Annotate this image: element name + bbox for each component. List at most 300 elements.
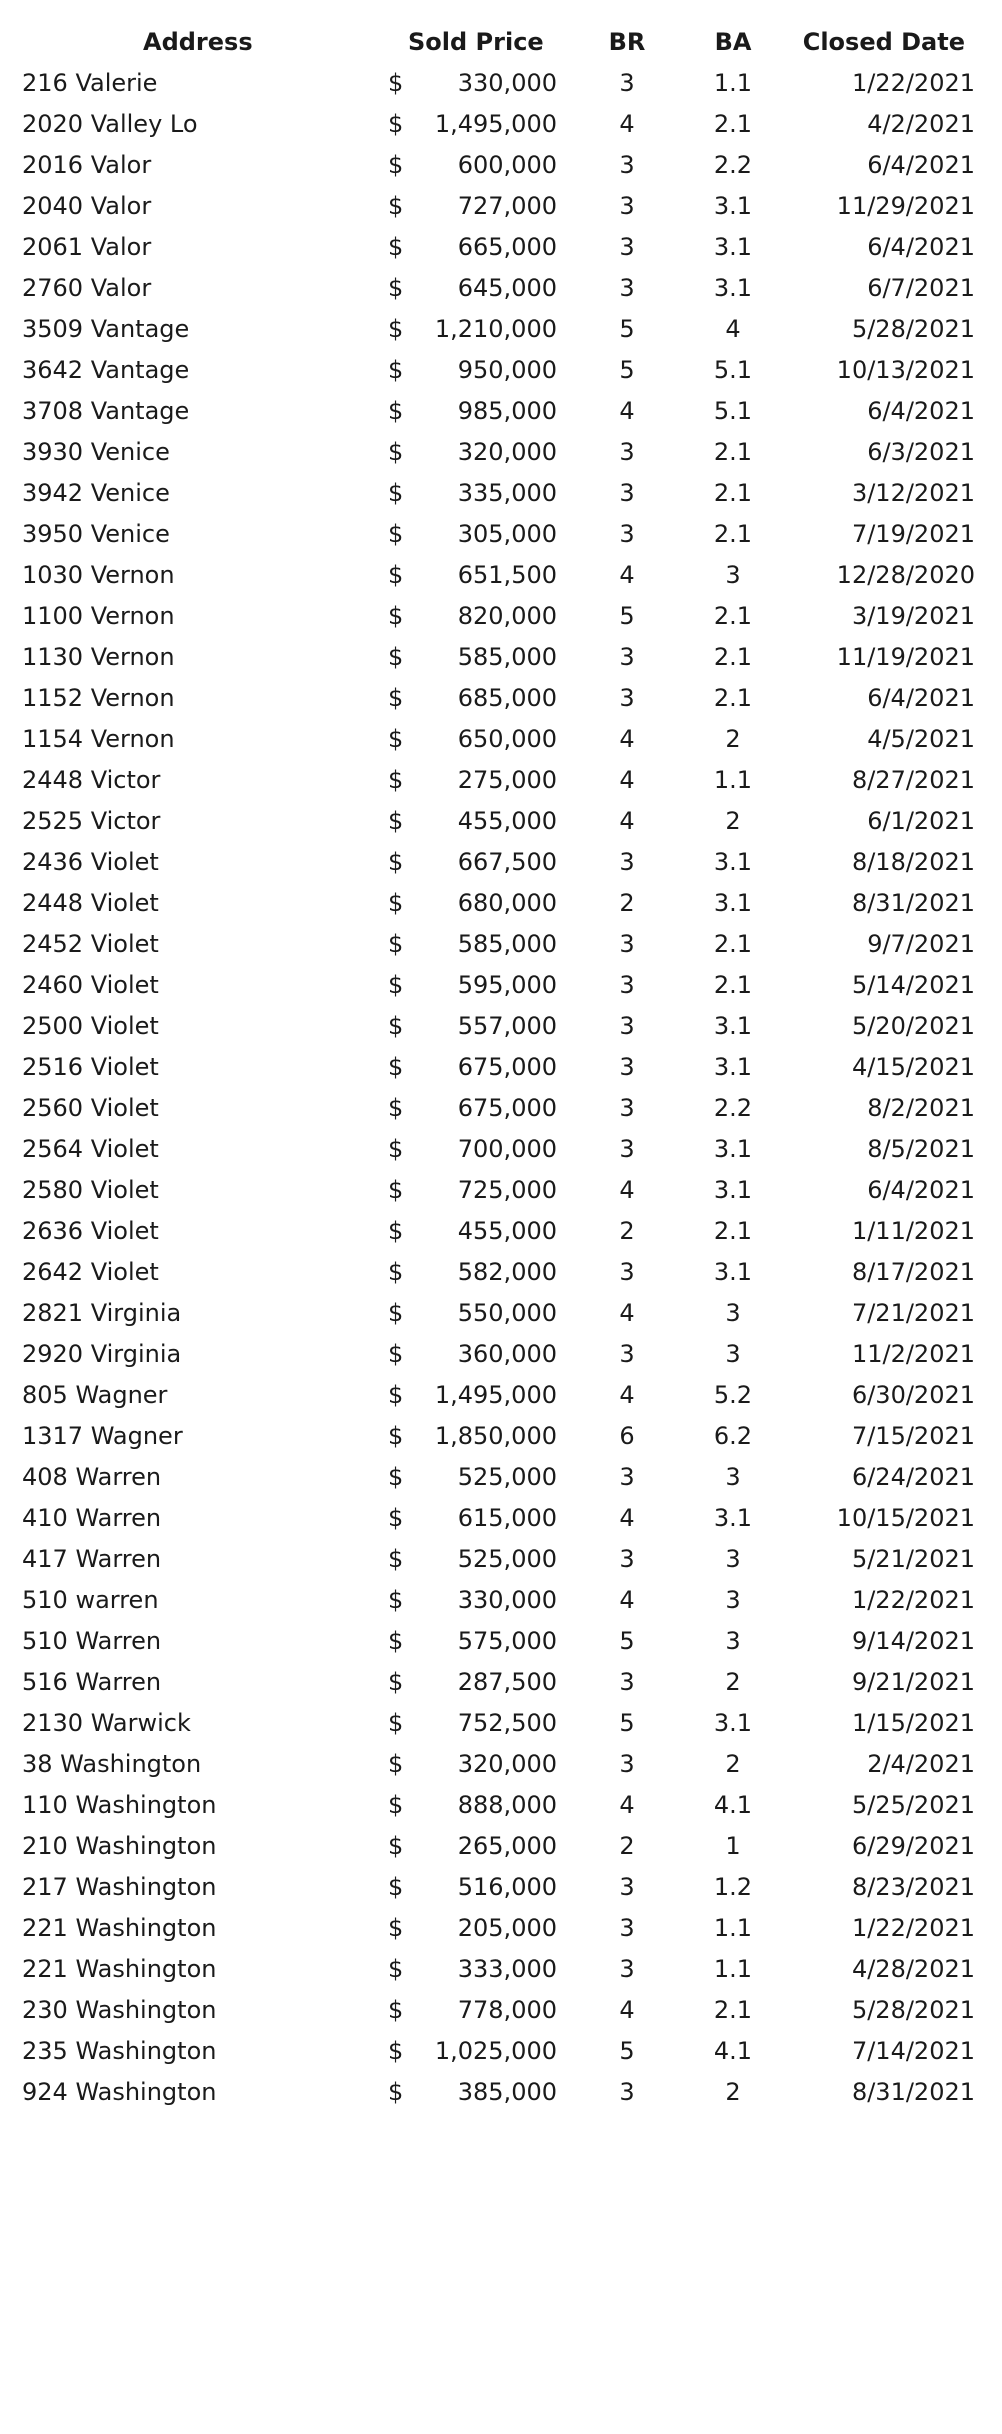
cell-sold-price: 320,000	[457, 438, 557, 466]
table-row	[0, 1539, 1002, 1580]
cell-ba: 2.2	[713, 1094, 753, 1122]
cell-sold-price: 950,000	[457, 356, 557, 384]
cell-ba: 3	[725, 1627, 741, 1655]
cell-sold-price: 700,000	[457, 1135, 557, 1163]
cell-ba: 2	[725, 2078, 741, 2106]
cell-closed-date: 6/4/2021	[867, 684, 975, 712]
cell-address: 2436 Violet	[22, 848, 159, 876]
cell-address: 2040 Valor	[22, 192, 152, 220]
cell-closed-date: 6/24/2021	[851, 1463, 975, 1491]
cell-sold-price: 1,210,000	[434, 315, 557, 343]
cell-closed-date: 5/28/2021	[851, 315, 975, 343]
cell-currency-symbol: $	[388, 1996, 404, 2024]
cell-br: 5	[619, 2037, 635, 2065]
table-row	[0, 1170, 1002, 1211]
cell-br: 3	[619, 848, 635, 876]
cell-address: 1130 Vernon	[22, 643, 175, 671]
cell-closed-date: 5/14/2021	[851, 971, 975, 999]
cell-currency-symbol: $	[388, 1709, 404, 1737]
cell-sold-price: 330,000	[457, 69, 557, 97]
cell-currency-symbol: $	[388, 233, 404, 261]
cell-ba: 2.1	[713, 602, 753, 630]
cell-currency-symbol: $	[388, 479, 404, 507]
table-row	[0, 1580, 1002, 1621]
cell-sold-price: 585,000	[457, 930, 557, 958]
cell-closed-date: 5/28/2021	[851, 1996, 975, 2024]
cell-ba: 6.2	[713, 1422, 753, 1450]
cell-closed-date: 6/4/2021	[867, 233, 975, 261]
cell-currency-symbol: $	[388, 2078, 404, 2106]
cell-br: 4	[619, 110, 635, 138]
cell-currency-symbol: $	[388, 1545, 404, 1573]
cell-currency-symbol: $	[388, 971, 404, 999]
table-row	[0, 596, 1002, 637]
cell-br: 4	[619, 1504, 635, 1532]
cell-ba: 5.2	[713, 1381, 753, 1409]
table-row	[0, 1703, 1002, 1744]
cell-currency-symbol: $	[388, 110, 404, 138]
cell-sold-price: 330,000	[457, 1586, 557, 1614]
cell-sold-price: 582,000	[457, 1258, 557, 1286]
cell-br: 3	[619, 1135, 635, 1163]
cell-br: 4	[619, 807, 635, 835]
cell-closed-date: 6/30/2021	[851, 1381, 975, 1409]
cell-ba: 3.1	[713, 1012, 753, 1040]
cell-br: 4	[619, 1381, 635, 1409]
cell-sold-price: 525,000	[457, 1545, 557, 1573]
cell-closed-date: 6/4/2021	[867, 151, 975, 179]
cell-br: 6	[619, 1422, 635, 1450]
cell-sold-price: 385,000	[457, 2078, 557, 2106]
table-header-row	[0, 22, 1002, 63]
table-row	[0, 2072, 1002, 2113]
table-row	[0, 1949, 1002, 1990]
cell-address: 3509 Vantage	[22, 315, 190, 343]
cell-sold-price: 888,000	[457, 1791, 557, 1819]
cell-address: 235 Washington	[22, 2037, 217, 2065]
cell-closed-date: 1/15/2021	[851, 1709, 975, 1737]
cell-currency-symbol: $	[388, 1914, 404, 1942]
cell-sold-price: 1,025,000	[434, 2037, 557, 2065]
cell-sold-price: 752,500	[457, 1709, 557, 1737]
cell-br: 4	[619, 1299, 635, 1327]
cell-br: 4	[619, 725, 635, 753]
table-body	[0, 63, 1002, 2113]
table-row	[0, 514, 1002, 555]
cell-address: 1152 Vernon	[22, 684, 175, 712]
table-row	[0, 555, 1002, 596]
cell-address: 221 Washington	[22, 1955, 217, 1983]
cell-br: 5	[619, 356, 635, 384]
sales-table	[0, 22, 1002, 2113]
cell-currency-symbol: $	[388, 561, 404, 589]
cell-currency-symbol: $	[388, 1381, 404, 1409]
cell-br: 4	[619, 561, 635, 589]
cell-ba: 3	[725, 1299, 741, 1327]
cell-sold-price: 320,000	[457, 1750, 557, 1778]
cell-ba: 3	[725, 1586, 741, 1614]
cell-currency-symbol: $	[388, 684, 404, 712]
table-row	[0, 104, 1002, 145]
table-row	[0, 1744, 1002, 1785]
cell-br: 4	[619, 1586, 635, 1614]
cell-br: 3	[619, 1914, 635, 1942]
cell-sold-price: 600,000	[457, 151, 557, 179]
cell-currency-symbol: $	[388, 1791, 404, 1819]
cell-br: 5	[619, 1709, 635, 1737]
cell-closed-date: 8/31/2021	[851, 889, 975, 917]
cell-address: 2460 Violet	[22, 971, 159, 999]
cell-closed-date: 8/23/2021	[851, 1873, 975, 1901]
cell-closed-date: 8/18/2021	[851, 848, 975, 876]
cell-sold-price: 651,500	[457, 561, 557, 589]
cell-currency-symbol: $	[388, 1504, 404, 1532]
cell-br: 4	[619, 1791, 635, 1819]
cell-address: 1154 Vernon	[22, 725, 175, 753]
cell-ba: 5.1	[713, 356, 753, 384]
cell-currency-symbol: $	[388, 151, 404, 179]
table-row	[0, 1867, 1002, 1908]
cell-closed-date: 4/15/2021	[851, 1053, 975, 1081]
cell-currency-symbol: $	[388, 315, 404, 343]
cell-closed-date: 9/21/2021	[851, 1668, 975, 1696]
cell-ba: 3.1	[713, 274, 753, 302]
cell-address: 2516 Violet	[22, 1053, 159, 1081]
cell-sold-price: 1,850,000	[434, 1422, 557, 1450]
cell-address: 110 Washington	[22, 1791, 217, 1819]
cell-sold-price: 360,000	[457, 1340, 557, 1368]
table-row	[0, 719, 1002, 760]
cell-closed-date: 6/1/2021	[867, 807, 975, 835]
cell-currency-symbol: $	[388, 1627, 404, 1655]
table-row	[0, 637, 1002, 678]
cell-address: 1030 Vernon	[22, 561, 175, 589]
cell-ba: 2.1	[713, 643, 753, 671]
table-row	[0, 1375, 1002, 1416]
cell-br: 2	[619, 1217, 635, 1245]
cell-closed-date: 1/22/2021	[851, 1586, 975, 1614]
cell-currency-symbol: $	[388, 1135, 404, 1163]
cell-closed-date: 1/22/2021	[851, 1914, 975, 1942]
table-row	[0, 678, 1002, 719]
cell-closed-date: 4/5/2021	[867, 725, 975, 753]
cell-address: 408 Warren	[22, 1463, 162, 1491]
cell-closed-date: 7/21/2021	[851, 1299, 975, 1327]
cell-currency-symbol: $	[388, 643, 404, 671]
cell-closed-date: 4/28/2021	[851, 1955, 975, 1983]
table-row	[0, 1621, 1002, 1662]
cell-ba: 1.1	[713, 766, 753, 794]
cell-ba: 2.2	[713, 151, 753, 179]
cell-closed-date: 9/7/2021	[867, 930, 975, 958]
cell-currency-symbol: $	[388, 69, 404, 97]
cell-ba: 3.1	[713, 1709, 753, 1737]
cell-currency-symbol: $	[388, 1340, 404, 1368]
cell-ba: 2.1	[713, 479, 753, 507]
cell-ba: 3	[725, 1545, 741, 1573]
cell-closed-date: 5/21/2021	[851, 1545, 975, 1573]
cell-address: 2642 Violet	[22, 1258, 159, 1286]
cell-currency-symbol: $	[388, 1463, 404, 1491]
cell-ba: 3	[725, 1463, 741, 1491]
cell-br: 3	[619, 1668, 635, 1696]
cell-ba: 3.1	[713, 848, 753, 876]
cell-address: 216 Valerie	[22, 69, 158, 97]
cell-address: 805 Wagner	[22, 1381, 168, 1409]
cell-sold-price: 1,495,000	[434, 110, 557, 138]
cell-currency-symbol: $	[388, 1053, 404, 1081]
cell-address: 2580 Violet	[22, 1176, 159, 1204]
cell-currency-symbol: $	[388, 192, 404, 220]
cell-br: 3	[619, 2078, 635, 2106]
cell-currency-symbol: $	[388, 1176, 404, 1204]
cell-currency-symbol: $	[388, 1832, 404, 1860]
cell-address: 410 Warren	[22, 1504, 162, 1532]
table-row	[0, 1006, 1002, 1047]
cell-address: 2020 Valley Lo	[22, 110, 198, 138]
cell-closed-date: 11/2/2021	[851, 1340, 975, 1368]
cell-currency-symbol: $	[388, 1750, 404, 1778]
cell-br: 4	[619, 397, 635, 425]
cell-currency-symbol: $	[388, 520, 404, 548]
cell-closed-date: 11/29/2021	[836, 192, 975, 220]
cell-closed-date: 11/19/2021	[836, 643, 975, 671]
cell-br: 3	[619, 643, 635, 671]
cell-br: 3	[619, 1094, 635, 1122]
cell-ba: 2	[725, 807, 741, 835]
table-row	[0, 760, 1002, 801]
table-row	[0, 1211, 1002, 1252]
cell-currency-symbol: $	[388, 602, 404, 630]
cell-address: 230 Washington	[22, 1996, 217, 2024]
cell-closed-date: 5/20/2021	[851, 1012, 975, 1040]
table-row	[0, 227, 1002, 268]
cell-currency-symbol: $	[388, 1873, 404, 1901]
table-row	[0, 842, 1002, 883]
cell-ba: 3.1	[713, 1258, 753, 1286]
cell-sold-price: 675,000	[457, 1053, 557, 1081]
table-row	[0, 432, 1002, 473]
table-row	[0, 1088, 1002, 1129]
cell-address: 510 warren	[22, 1586, 159, 1614]
cell-sold-price: 675,000	[457, 1094, 557, 1122]
table-row	[0, 1129, 1002, 1170]
cell-address: 2821 Virginia	[22, 1299, 182, 1327]
cell-br: 3	[619, 192, 635, 220]
cell-ba: 1	[725, 1832, 741, 1860]
table-row	[0, 2031, 1002, 2072]
cell-closed-date: 1/22/2021	[851, 69, 975, 97]
cell-ba: 2.1	[713, 520, 753, 548]
cell-closed-date: 5/25/2021	[851, 1791, 975, 1819]
table-row	[0, 391, 1002, 432]
cell-ba: 4.1	[713, 2037, 753, 2065]
cell-ba: 3	[725, 1340, 741, 1368]
cell-currency-symbol: $	[388, 356, 404, 384]
header-ba: BA	[714, 28, 752, 56]
cell-sold-price: 205,000	[457, 1914, 557, 1942]
cell-sold-price: 335,000	[457, 479, 557, 507]
cell-currency-symbol: $	[388, 1094, 404, 1122]
cell-closed-date: 6/4/2021	[867, 397, 975, 425]
cell-closed-date: 1/11/2021	[851, 1217, 975, 1245]
cell-ba: 3.1	[713, 192, 753, 220]
cell-currency-symbol: $	[388, 274, 404, 302]
cell-sold-price: 550,000	[457, 1299, 557, 1327]
cell-sold-price: 595,000	[457, 971, 557, 999]
cell-closed-date: 8/2/2021	[867, 1094, 975, 1122]
cell-closed-date: 7/15/2021	[851, 1422, 975, 1450]
cell-address: 516 Warren	[22, 1668, 162, 1696]
cell-ba: 3.1	[713, 1176, 753, 1204]
cell-address: 2016 Valor	[22, 151, 152, 179]
cell-currency-symbol: $	[388, 807, 404, 835]
cell-br: 3	[619, 1750, 635, 1778]
cell-sold-price: 455,000	[457, 1217, 557, 1245]
table-row	[0, 801, 1002, 842]
cell-ba: 2.1	[713, 684, 753, 712]
cell-address: 2525 Victor	[22, 807, 161, 835]
cell-sold-price: 516,000	[457, 1873, 557, 1901]
cell-ba: 2	[725, 1750, 741, 1778]
cell-ba: 3.1	[713, 233, 753, 261]
cell-closed-date: 9/14/2021	[851, 1627, 975, 1655]
cell-br: 3	[619, 1955, 635, 1983]
cell-ba: 3.1	[713, 1053, 753, 1081]
cell-sold-price: 575,000	[457, 1627, 557, 1655]
table-row	[0, 1293, 1002, 1334]
table-row	[0, 1498, 1002, 1539]
cell-sold-price: 557,000	[457, 1012, 557, 1040]
cell-currency-symbol: $	[388, 930, 404, 958]
cell-currency-symbol: $	[388, 1217, 404, 1245]
cell-address: 924 Washington	[22, 2078, 217, 2106]
cell-closed-date: 6/29/2021	[851, 1832, 975, 1860]
cell-address: 2061 Valor	[22, 233, 152, 261]
cell-closed-date: 6/4/2021	[867, 1176, 975, 1204]
cell-sold-price: 667,500	[457, 848, 557, 876]
table-row	[0, 1047, 1002, 1088]
cell-address: 210 Washington	[22, 1832, 217, 1860]
cell-address: 3642 Vantage	[22, 356, 190, 384]
cell-br: 2	[619, 1832, 635, 1860]
cell-br: 5	[619, 315, 635, 343]
cell-closed-date: 12/28/2020	[836, 561, 975, 589]
cell-currency-symbol: $	[388, 766, 404, 794]
cell-sold-price: 820,000	[457, 602, 557, 630]
cell-address: 217 Washington	[22, 1873, 217, 1901]
cell-address: 2500 Violet	[22, 1012, 159, 1040]
cell-sold-price: 1,495,000	[434, 1381, 557, 1409]
cell-sold-price: 287,500	[457, 1668, 557, 1696]
cell-sold-price: 265,000	[457, 1832, 557, 1860]
cell-address: 2452 Violet	[22, 930, 159, 958]
cell-ba: 2.1	[713, 438, 753, 466]
cell-br: 3	[619, 151, 635, 179]
cell-currency-symbol: $	[388, 1299, 404, 1327]
cell-br: 3	[619, 233, 635, 261]
cell-sold-price: 650,000	[457, 725, 557, 753]
cell-currency-symbol: $	[388, 1012, 404, 1040]
cell-sold-price: 585,000	[457, 643, 557, 671]
cell-ba: 2.1	[713, 930, 753, 958]
table-row	[0, 1785, 1002, 1826]
table-row	[0, 1334, 1002, 1375]
cell-br: 5	[619, 602, 635, 630]
cell-currency-symbol: $	[388, 438, 404, 466]
cell-ba: 3.1	[713, 1504, 753, 1532]
header-br: BR	[608, 28, 646, 56]
table-row	[0, 1457, 1002, 1498]
cell-ba: 1.1	[713, 69, 753, 97]
cell-ba: 4	[725, 315, 741, 343]
table-row	[0, 883, 1002, 924]
cell-ba: 3	[725, 561, 741, 589]
cell-closed-date: 8/27/2021	[851, 766, 975, 794]
cell-sold-price: 727,000	[457, 192, 557, 220]
cell-currency-symbol: $	[388, 889, 404, 917]
cell-sold-price: 275,000	[457, 766, 557, 794]
cell-sold-price: 305,000	[457, 520, 557, 548]
header-sold-price: Sold Price	[408, 28, 544, 56]
cell-closed-date: 7/14/2021	[851, 2037, 975, 2065]
cell-address: 3930 Venice	[22, 438, 170, 466]
cell-address: 221 Washington	[22, 1914, 217, 1942]
cell-br: 3	[619, 1258, 635, 1286]
cell-ba: 2.1	[713, 1996, 753, 2024]
cell-br: 3	[619, 1545, 635, 1573]
table-row	[0, 1826, 1002, 1867]
cell-address: 2920 Virginia	[22, 1340, 182, 1368]
table-row	[0, 1908, 1002, 1949]
cell-sold-price: 680,000	[457, 889, 557, 917]
cell-br: 3	[619, 1873, 635, 1901]
cell-sold-price: 455,000	[457, 807, 557, 835]
table-row	[0, 924, 1002, 965]
cell-sold-price: 333,000	[457, 1955, 557, 1983]
cell-ba: 2.1	[713, 1217, 753, 1245]
cell-address: 1100 Vernon	[22, 602, 175, 630]
cell-closed-date: 6/7/2021	[867, 274, 975, 302]
cell-br: 4	[619, 1996, 635, 2024]
cell-br: 3	[619, 69, 635, 97]
cell-currency-symbol: $	[388, 2037, 404, 2065]
cell-br: 4	[619, 1176, 635, 1204]
cell-address: 2130 Warwick	[22, 1709, 191, 1737]
cell-address: 3942 Venice	[22, 479, 170, 507]
cell-address: 2448 Victor	[22, 766, 161, 794]
cell-currency-symbol: $	[388, 397, 404, 425]
cell-br: 3	[619, 438, 635, 466]
table-row	[0, 350, 1002, 391]
cell-ba: 2	[725, 725, 741, 753]
cell-closed-date: 8/31/2021	[851, 2078, 975, 2106]
cell-address: 2560 Violet	[22, 1094, 159, 1122]
cell-sold-price: 685,000	[457, 684, 557, 712]
cell-closed-date: 3/19/2021	[851, 602, 975, 630]
cell-br: 3	[619, 930, 635, 958]
cell-address: 2760 Valor	[22, 274, 152, 302]
cell-ba: 2.1	[713, 971, 753, 999]
cell-br: 3	[619, 971, 635, 999]
cell-sold-price: 645,000	[457, 274, 557, 302]
table-row	[0, 1416, 1002, 1457]
cell-closed-date: 10/15/2021	[836, 1504, 975, 1532]
cell-br: 3	[619, 1053, 635, 1081]
cell-currency-symbol: $	[388, 725, 404, 753]
cell-sold-price: 615,000	[457, 1504, 557, 1532]
cell-sold-price: 725,000	[457, 1176, 557, 1204]
